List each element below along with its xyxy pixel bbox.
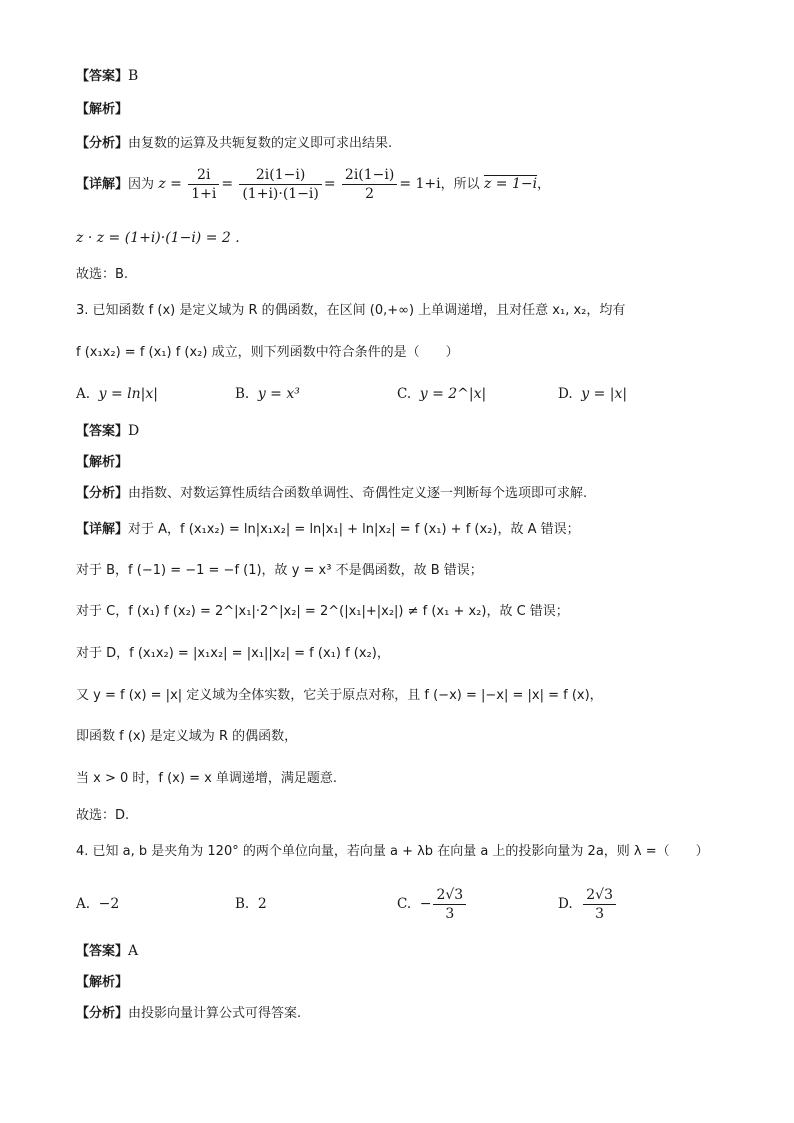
option-label: D. [558, 896, 573, 912]
q4-option-a [76, 894, 119, 914]
result: = 1+i [399, 176, 441, 192]
q3-answer-line [76, 421, 139, 442]
option-label: A. [76, 896, 91, 912]
option-text: y = 2^|x| [419, 386, 487, 402]
option-text: y = x³ [257, 386, 300, 402]
option-label: C. [397, 896, 412, 912]
q4-answer-line [76, 941, 138, 962]
detail-a-text: 对于 A，f (x₁x₂) = ln|x₁x₂| = ln|x₁| + ln|x₂| = f (x₁) + f (x₂)，故 A 错误； [128, 522, 580, 537]
xiangjie-tag: 【详解】 [76, 522, 129, 537]
q3-xuan: 故选：D. [76, 808, 130, 823]
fraction-3-den: 2 [365, 186, 375, 202]
option-label: A. [76, 386, 91, 402]
fenxi-text: 由指数、对数运算性质结合函数单调性、奇偶性定义逐一判断每个选项即可求解. [128, 486, 588, 501]
analysis-tag: 【解析】 [76, 455, 129, 470]
q3-stem-line1: 3. 已知函数 f (x) 是定义域为 R 的偶函数，在区间 (0,+∞) 上单调递增，且对任意 x₁, x₂，均有 [76, 303, 626, 318]
fraction-2 [239, 166, 322, 203]
q2-analysis-line [76, 99, 128, 120]
conjugate: z = 1−i [483, 176, 538, 192]
option-fraction [433, 886, 466, 923]
q4-option-b [235, 894, 267, 914]
option-label: B. [235, 896, 250, 912]
answer-value: A [128, 943, 139, 959]
q3-option-b [235, 384, 300, 404]
option-fraction [583, 886, 616, 923]
option-text: −2 [98, 896, 120, 912]
q2-xuan: 故选：B. [76, 267, 129, 282]
q3-detail-e: 又 y = f (x) = |x| 定义域为全体实数，它关于原点对称，且 f (−x) = |−x| = |x| = f (x)， [76, 688, 603, 703]
analysis-tag: 【解析】 [76, 102, 129, 117]
analysis-tag: 【解析】 [76, 975, 129, 990]
option-label: B. [235, 386, 250, 402]
fraction-num: 2√3 [583, 886, 616, 905]
q3-stem-line2: f (x₁x₂) = f (x₁) f (x₂) 成立，则下列函数中符合条件的是（ ） [76, 345, 459, 360]
q3-detail-a [76, 519, 580, 540]
fenxi-tag: 【分析】 [76, 136, 129, 151]
fraction-2-den: (1+i)·(1−i) [242, 186, 319, 202]
q4-option-c [397, 884, 468, 924]
option-label: C. [397, 386, 412, 402]
answer-tag: 【答案】 [76, 69, 129, 84]
answer-value: D [128, 423, 140, 439]
answer-tag: 【答案】 [76, 944, 129, 959]
suoyi: ，所以 [440, 177, 480, 192]
fraction-1 [188, 166, 219, 203]
q3-fenxi-line [76, 483, 587, 504]
option-text: 2 [257, 896, 267, 912]
q3-option-a [76, 384, 158, 404]
fraction-1-num: 2i [188, 166, 219, 185]
q3-analysis-line [76, 452, 128, 473]
fenxi-tag: 【分析】 [76, 486, 129, 501]
option-label: D. [558, 386, 573, 402]
q3-option-c [397, 384, 486, 404]
q2-product-line: z · z = (1+i)·(1−i) = 2 . [76, 230, 240, 246]
q4-fenxi-line [76, 1003, 301, 1024]
xiangjie-lead: 因为 [128, 177, 155, 192]
option-text: y = ln|x| [98, 386, 159, 402]
q2-xiangjie-line: 【详解】因为 z = $\frac{2i}{1+i}$ = $\frac{2i(1-i)}{(1+i)\cdot(1-i)}$ = $\frac{2i(1-i)}{2}$ = 1+i，所以 z = 1−i， [76, 167, 551, 202]
q4-analysis-line [76, 972, 128, 993]
fenxi-tag: 【分析】 [76, 1006, 129, 1021]
fraction-3-num: 2i(1−i) [342, 166, 397, 185]
q4-option-d [558, 884, 618, 924]
q4-stem: 4. 已知 a, b 是夹角为 120° 的两个单位向量，若向量 a + λb 在向量 a 上的投影向量为 2a，则 λ =（ ） [76, 844, 709, 859]
fraction-den: 3 [595, 906, 605, 922]
answer-tag: 【答案】 [76, 424, 129, 439]
fenxi-text: 由投影向量计算公式可得答案. [128, 1006, 302, 1021]
q2-answer-line [76, 66, 138, 87]
fenxi-text: 由复数的运算及共轭复数的定义即可求出结果. [128, 136, 393, 151]
q3-detail-c: 对于 C，f (x₁) f (x₂) = 2^|x₁|·2^|x₂| = 2^(|x₁|+|x₂|) ≠ f (x₁ + x₂)，故 C 错误； [76, 604, 569, 619]
tail: ， [537, 177, 551, 192]
z-equals: z = [158, 176, 182, 192]
q3-detail-f: 即函数 f (x) 是定义域为 R 的偶函数， [76, 729, 298, 744]
fraction-den: 3 [445, 906, 455, 922]
q2-fenxi-line [76, 133, 392, 154]
fraction-2-num: 2i(1−i) [239, 166, 322, 185]
xiangjie-tag: 【详解】 [76, 177, 129, 192]
fraction-1-den: 1+i [191, 186, 217, 202]
option-sign: − [419, 896, 432, 912]
q3-detail-g: 当 x > 0 时，f (x) = x 单调递增，满足题意. [76, 771, 338, 786]
q3-detail-d: 对于 D，f (x₁x₂) = |x₁x₂| = |x₁||x₂| = f (x₁) f (x₂)， [76, 646, 390, 661]
fraction-3 [342, 166, 397, 203]
answer-value: B [128, 68, 139, 84]
q3-option-d [558, 384, 627, 404]
q3-detail-b: 对于 B，f (−1) = −1 = −f (1)，故 y = x³ 不是偶函数，故 B 错误； [76, 563, 483, 578]
fraction-num: 2√3 [433, 886, 466, 905]
option-text: y = |x| [581, 386, 628, 402]
